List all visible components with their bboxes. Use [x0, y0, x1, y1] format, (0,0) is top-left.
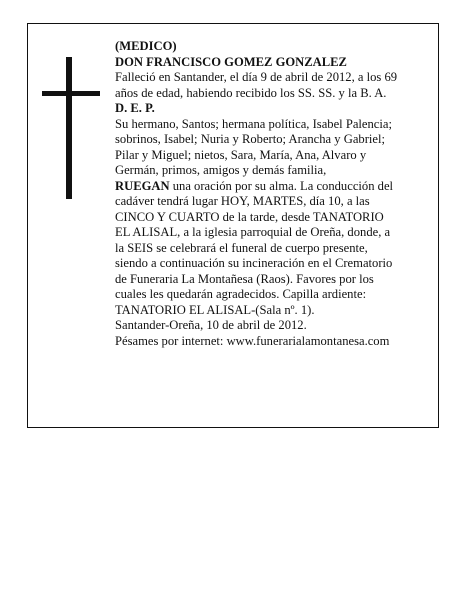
family-line: Su hermano, Santos; hermana política, Isabel Palencia; [115, 116, 392, 131]
body-line: CINCO Y CUARTO de la tarde, desde TANATORIO [115, 209, 384, 224]
condolences-line: Pésames por internet: www.funerarialamontanesa.com [115, 333, 390, 348]
obituary-notice [27, 23, 439, 428]
body-line: cuales les quedarán agradecidos. Capilla ardiente: [115, 287, 367, 301]
family-line: Germán, primos, amigos y demás familia, [115, 163, 327, 177]
rip: D. E. P. [115, 101, 155, 115]
deceased-name: DON FRANCISCO GOMEZ GONZALEZ [115, 54, 347, 69]
occupation: (MEDICO) [115, 39, 177, 53]
place-date: Santander-Oreña, 10 de abril de 2012. [115, 318, 307, 332]
family-line: Pilar y Miguel; nietos, Sara, María, Ana, Alvaro y [115, 147, 367, 162]
death-details-line: Falleció en Santander, el día 9 de abril de 2012, a los 69 [115, 70, 398, 84]
body-line: la SEIS se celebrará el funeral de cuerpo presente, [115, 240, 368, 255]
ruegan-rest: una oración por su alma. La conducción del [169, 178, 394, 193]
obituary-text [115, 39, 430, 349]
body-line: cadáver tendrá lugar HOY, MARTES, día 10, a las [115, 194, 370, 208]
body-line: de Funeraria La Montañesa (Raos). Favores por los [115, 271, 374, 286]
ruegan-word: RUEGAN [115, 178, 170, 193]
cross-horizontal-bar [42, 91, 100, 96]
ruegan-line [115, 179, 430, 195]
body-line: siendo a continuación su incineración en el Crematorio [115, 256, 393, 270]
family-line: sobrinos, Isabel; Nuria y Roberto; Arancha y Gabriel; [115, 132, 385, 146]
chapel-line: TANATORIO EL ALISAL-(Sala nº. 1). [115, 302, 315, 317]
body-line: EL ALISAL, a la iglesia parroquial de Oreña, donde, a [115, 225, 391, 239]
death-details-line: años de edad, habiendo recibido los SS. SS. y la B. A. [115, 85, 387, 100]
cross-icon [42, 57, 100, 199]
cross-vertical-bar [66, 57, 72, 199]
